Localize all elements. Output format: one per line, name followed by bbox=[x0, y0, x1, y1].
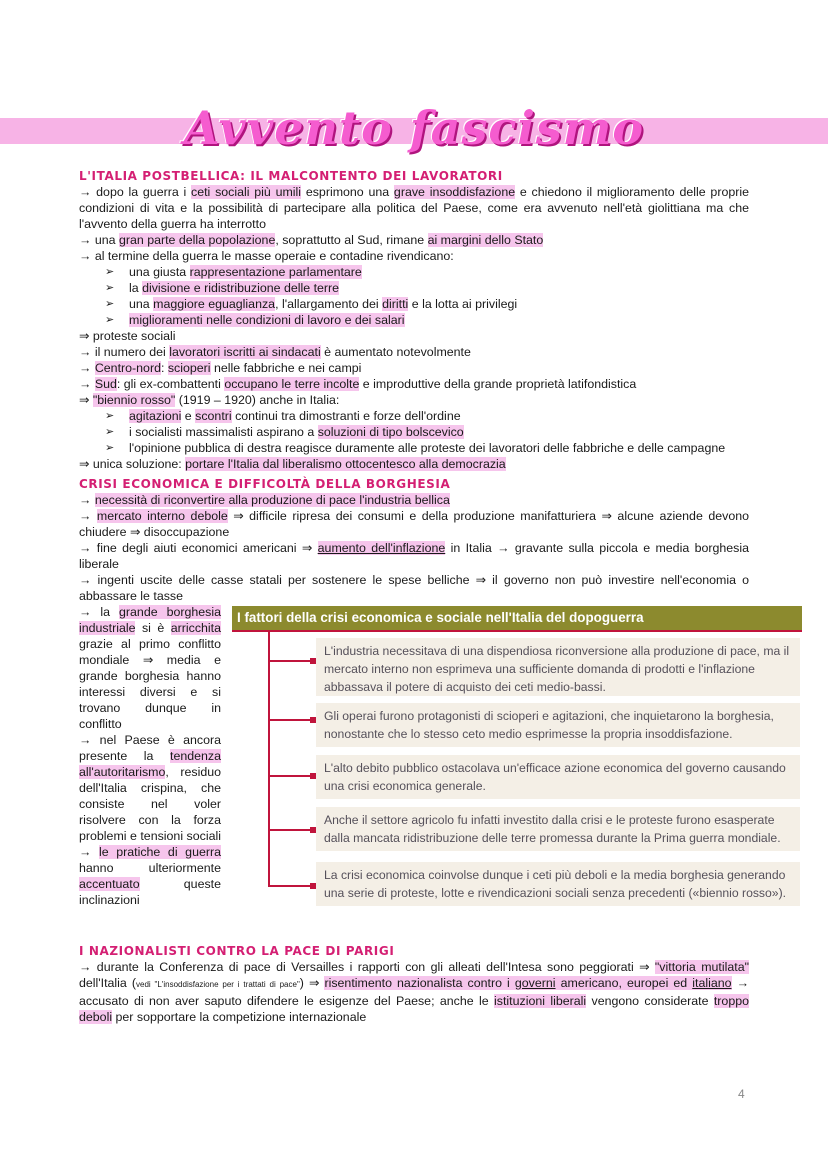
section-heading-crisis: CRISI ECONOMICA E DIFFICOLTÀ DELLA BORGHESIA bbox=[79, 477, 451, 491]
figure-title: I fattori della crisi economica e sociale nell'Italia del dopoguerra bbox=[232, 606, 802, 630]
page-number: 4 bbox=[738, 1087, 745, 1101]
list-item: ➢ una giusta rappresentazione parlamentare bbox=[105, 264, 749, 280]
list-item: ➢ miglioramenti nelle condizioni di lavoro e dei salari bbox=[105, 312, 749, 328]
document-body bbox=[79, 166, 790, 1025]
section-heading-postwar: L'ITALIA POSTBELLICA: IL MALCONTENTO DEI LAVORATORI bbox=[79, 169, 503, 183]
connector-branch bbox=[268, 829, 313, 831]
bullet-list bbox=[105, 264, 749, 328]
list-item: ➢ l'opinione pubblica di destra reagisce duramente alle proteste dei lavoratori delle fabbriche e delle campagne bbox=[105, 440, 749, 456]
crisis-factors-figure bbox=[232, 606, 802, 928]
connector-branch bbox=[268, 775, 313, 777]
paragraph: → la grande borghesia industriale si è arricchita grazie al primo conflitto mondiale ⇒ media e grande borghesia hanno interessi diversi e si trovano dunque in conflitto bbox=[79, 605, 222, 731]
figure-item: Anche il settore agricolo fu infatti investito dalla crisi e le proteste furono esasperate dalla mancata ridistribuzione delle terre promessa durante la Prima guerra mondiale. bbox=[316, 807, 800, 851]
paragraph: → necessità di riconvertire alla produzione di pace l'industria bellica bbox=[79, 493, 450, 507]
text-and-figure bbox=[79, 604, 790, 931]
paragraph: → dopo la guerra i ceti sociali più umili esprimono una grave insoddisfazione e chiedono il miglioramento delle proprie condizioni di vita e la possibilità di partecipare alla politica del Paese, come era avvenuto nell'età giolittiana ma che l'avvento della guerra ha interrotto bbox=[79, 185, 749, 231]
paragraph: → ingenti uscite delle casse statali per sostenere le spese belliche ⇒ il governo non può investire nell'economia o abbassare le tasse bbox=[79, 573, 749, 603]
list-item: ➢ una maggiore eguaglianza, l'allargamento dei diritti e la lotta ai privilegi bbox=[105, 296, 749, 312]
figure-rule bbox=[232, 630, 802, 632]
paragraph: → mercato interno debole ⇒ difficile ripresa dei consumi e della produzione manifatturiera ⇒ alcune aziende devono chiudere ⇒ disoccupazione bbox=[79, 509, 749, 539]
paragraph: → Centro-nord: scioperi nelle fabbriche e nei campi bbox=[79, 361, 362, 375]
side-column bbox=[79, 604, 221, 908]
list-item: ➢ la divisione e ridistribuzione delle terre bbox=[105, 280, 749, 296]
bullet-list bbox=[105, 408, 749, 456]
paragraph: → il numero dei lavoratori iscritti ai sindacati è aumentato notevolmente bbox=[79, 345, 471, 359]
list-item: ➢ agitazioni e scontri continui tra dimostranti e forze dell'ordine bbox=[105, 408, 749, 424]
figure-item: L'alto debito pubblico ostacolava un'efficace azione economica del governo causando una crisi economica generale. bbox=[316, 755, 800, 799]
figure-item: Gli operai furono protagonisti di scioperi e agitazioni, che inquietarono la borghesia, nonostante che lo stesso ceto medio esprimesse la propria insoddisfazione. bbox=[316, 703, 800, 747]
paragraph: → al termine della guerra le masse operaie e contadine rivendicano: bbox=[79, 249, 454, 263]
paragraph: → durante la Conferenza di pace di Versailles i rapporti con gli alleati dell'Intesa sono peggiorati ⇒ "vittoria mutilata" dell'Italia (vedi "L'insoddisfazione per i trattati di pace") ⇒ risentimento nazionalista contro i governi americano, europei ed italiano → accusato di non aver saputo difendere le esigenze del Paese; anche le istituzioni liberali vengono considerate troppo deboli per sopportare la competizione internazionale bbox=[79, 960, 749, 1024]
paragraph: ⇒ "biennio rosso" (1919 – 1920) anche in Italia: bbox=[79, 393, 340, 407]
connector-branch bbox=[268, 660, 313, 662]
paragraph: → una gran parte della popolazione, soprattutto al Sud, rimane ai margini dello Stato bbox=[79, 233, 544, 247]
connector-branch bbox=[268, 719, 313, 721]
paragraph: → nel Paese è ancora presente la tendenza all'autoritarismo, residuo dell'Italia crispina, che consiste nel voler risolvere con la forza problemi e tensioni sociali → le pratiche di guerra hanno ulteriormente accentuato queste inclinazioni bbox=[79, 733, 221, 907]
connector-line bbox=[268, 632, 270, 887]
paragraph: ⇒ proteste sociali bbox=[79, 329, 176, 343]
connector-branch bbox=[268, 885, 313, 887]
paragraph: ⇒ unica soluzione: portare l'Italia dal liberalismo ottocentesco alla democrazia bbox=[79, 457, 506, 471]
paragraph: → Sud: gli ex-combattenti occupano le terre incolte e improduttive della grande proprietà latifondistica bbox=[79, 377, 637, 391]
page-title: Avvento fascismo bbox=[183, 101, 645, 155]
paragraph: → fine degli aiuti economici americani ⇒ aumento dell'inflazione in Italia → gravante sulla piccola e media borghesia liberale bbox=[79, 541, 749, 571]
figure-item: L'industria necessitava di una dispendiosa riconversione alla produzione di pace, ma il mercato interno non esprimeva una sufficiente domanda di prodotti e l'inflazione abbassava il potere di acquisto dei ceti medio-bassi. bbox=[316, 638, 800, 696]
list-item: ➢ i socialisti massimalisti aspirano a soluzioni di tipo bolscevico bbox=[105, 424, 749, 440]
figure-item: La crisi economica coinvolse dunque i ceti più deboli e la media borghesia generando una serie di proteste, lotte e rivendicazioni sociali senza precedenti («biennio rosso»). bbox=[316, 862, 800, 906]
section-heading-nationalists: I NAZIONALISTI CONTRO LA PACE DI PARIGI bbox=[79, 944, 395, 958]
